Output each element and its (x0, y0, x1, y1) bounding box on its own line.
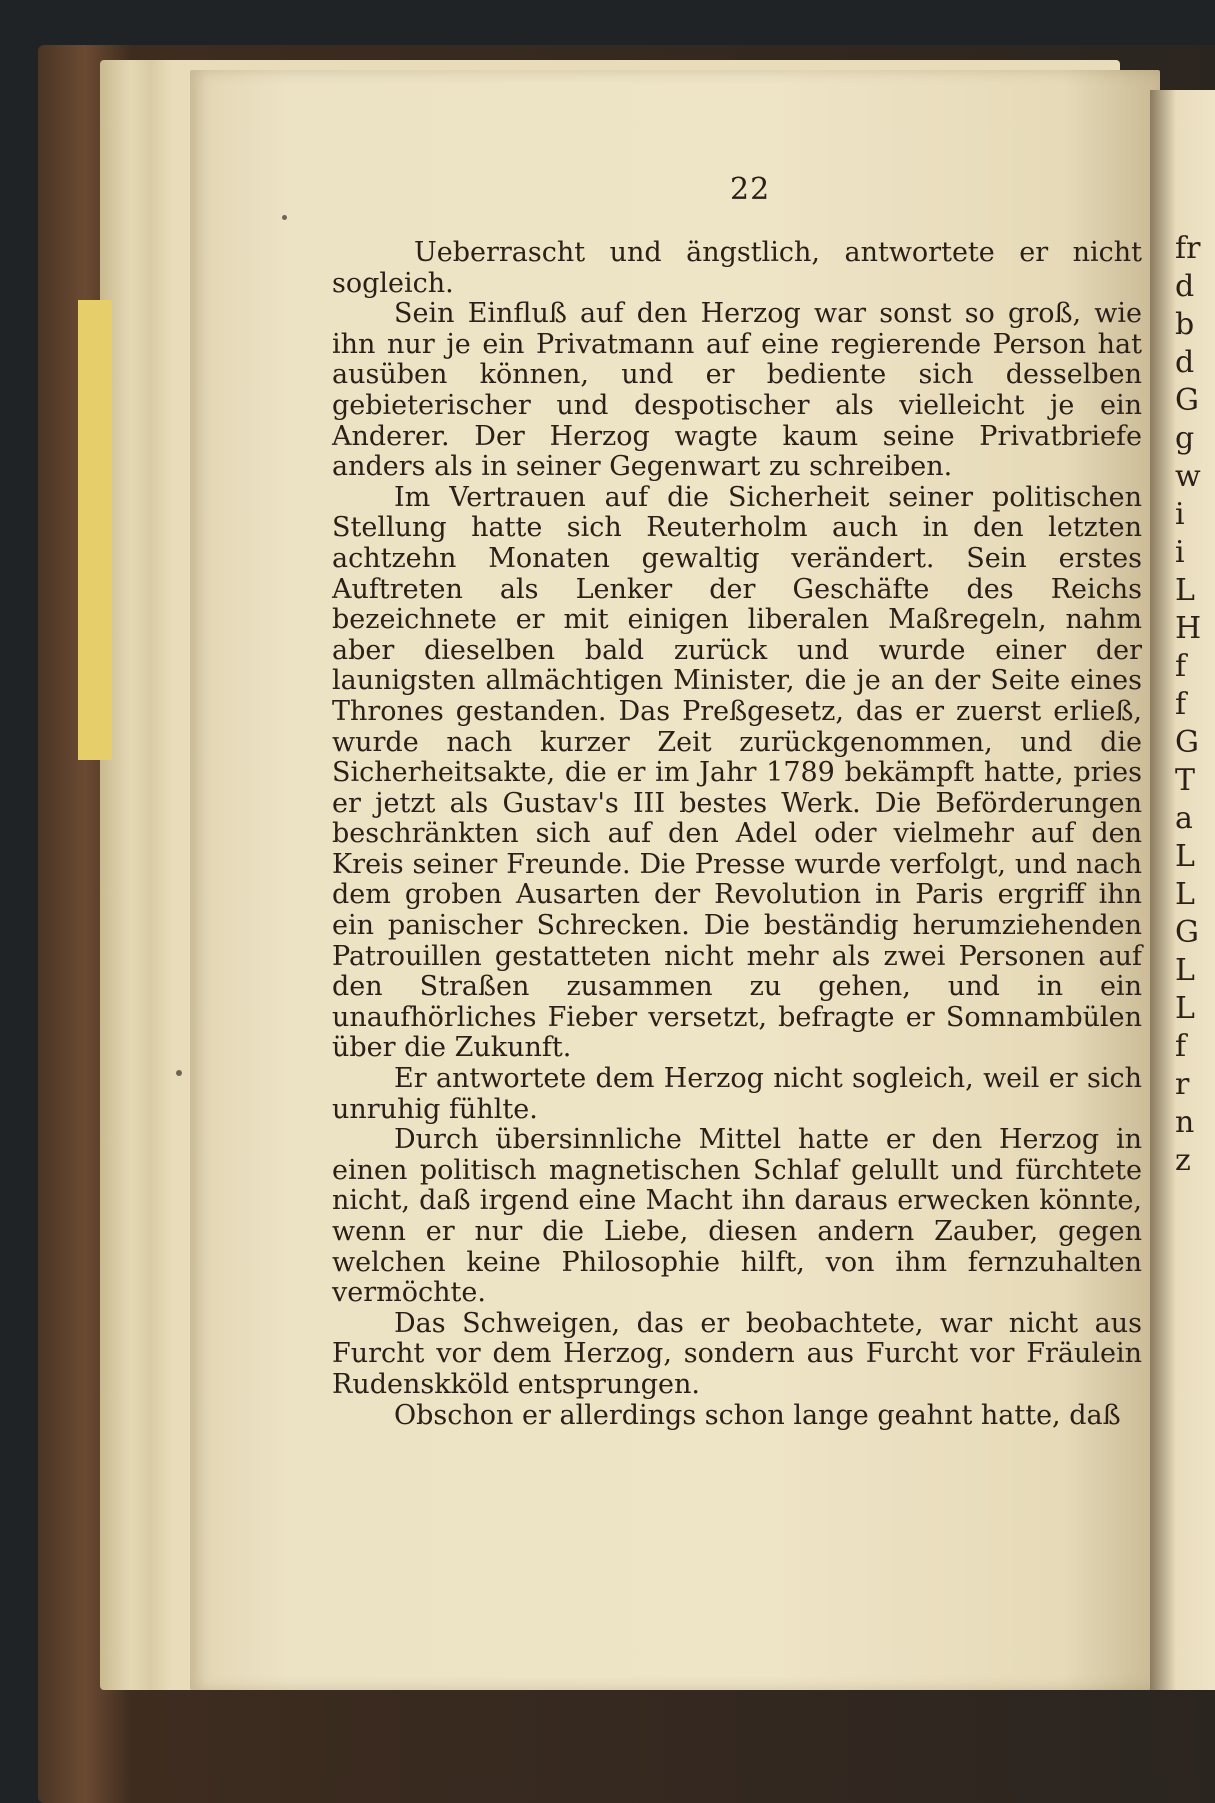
next-page-fragment: T (1175, 763, 1196, 798)
next-page-fragment: i (1175, 497, 1185, 532)
next-page-fragment: f (1175, 687, 1187, 722)
next-page-fragment: G (1175, 725, 1199, 760)
next-page-fragment: f (1175, 649, 1187, 684)
next-page-fragment: r (1175, 1067, 1190, 1102)
next-page-fragment: G (1175, 915, 1199, 950)
next-page-fragment: L (1175, 839, 1195, 874)
ink-speck (282, 215, 287, 220)
next-page-fragment: i (1175, 535, 1185, 570)
next-page-fragment: L (1175, 991, 1195, 1026)
next-page-fragment: n (1175, 1105, 1195, 1140)
next-page-fragment: H (1175, 611, 1202, 646)
paragraph: Im Vertrauen auf die Sicherheit seiner politischen Stellung hatte sich Reuterholm auch in den letzten achtzehn Monaten gewaltig verändert. Sein erstes Auftreten als Lenker der Geschäfte des Reichs bezeichnete er mit einigen liberalen Maßregeln, nahm aber dieselben bald zurück und wurde einer der launigsten allmächtigen Minister, die je an der Seite eines Thrones gestanden. Das Preßgesetz, das er zuerst erließ, wurde nach kurzer Zeit zurückgenommen, und die Sicherheitsakte, die er im Jahr 1789 bekämpft hatte, pries er jetzt als Gustav's III bestes Werk. Die Beförderungen beschränkten sich auf den Adel oder vielmehr auf den Kreis seiner Freunde. Die Presse wurde verfolgt, und nach dem groben Ausarten der Revolution in Paris ergriff ihn ein panischer Schrecken. Die beständig herumziehenden Patrouillen gestatteten nicht mehr als zwei Personen auf den Straßen zusammen zu gehen, und in ein unaufhörliches Fieber versetzt, befragte er Somnambülen über die Zukunft. (332, 481, 1142, 1064)
next-page-fragment: L (1175, 953, 1195, 988)
body-text (332, 238, 1142, 1431)
next-page-fragment: G (1175, 383, 1199, 418)
paragraph: Sein Einfluß auf den Herzog war sonst so groß, wie ihn nur je ein Privatmann auf eine regierende Person hat ausüben können, und er bediente sich desselben gebieterischer und despotischer als vielleicht je ein Anderer. Der Herzog wagte kaum seine Privatbriefe anders als in seiner Gegenwart zu schreiben. (332, 298, 1142, 483)
next-page-fragment: d (1175, 269, 1195, 304)
bookmark-strip (78, 300, 112, 760)
page-number: 22 (730, 172, 771, 207)
next-page-edge (1175, 230, 1215, 1380)
ink-speck (176, 1070, 182, 1076)
paragraph: Durch übersinnliche Mittel hatte er den Herzog in einen politisch magnetischen Schlaf gelullt und fürchtete nicht, daß irgend eine Macht ihn daraus erwecken könnte, wenn er nur die Liebe, diesen andern Zauber, gegen welchen keine Philosophie hilft, von ihm fernzuhalten vermöchte. (332, 1124, 1142, 1309)
paragraph: Ueberrascht und ängstlich, antwortete er nicht sogleich. (332, 237, 1142, 299)
next-page-fragment: z (1175, 1143, 1191, 1178)
next-page-fragment: a (1175, 801, 1193, 836)
next-page-fragment: L (1175, 573, 1195, 608)
next-page-fragment: b (1175, 307, 1195, 342)
paragraph: Er antwortete dem Herzog nicht sogleich, weil er sich unruhig fühlte. (332, 1063, 1142, 1125)
next-page-fragment: g (1175, 421, 1195, 456)
paragraph: Das Schweigen, das er beobachtete, war nicht aus Furcht vor dem Herzog, sondern aus Furcht vor Fräulein Rudenskköld entsprungen. (332, 1307, 1142, 1400)
next-page-fragment: fr (1175, 231, 1201, 266)
next-page-fragment: f (1175, 1029, 1187, 1064)
paragraph: Obschon er allerdings schon lange geahnt hatte, daß (394, 1399, 1121, 1431)
next-page-fragment: w (1175, 459, 1201, 494)
next-page-fragment: d (1175, 345, 1195, 380)
next-page-fragment: L (1175, 877, 1195, 912)
